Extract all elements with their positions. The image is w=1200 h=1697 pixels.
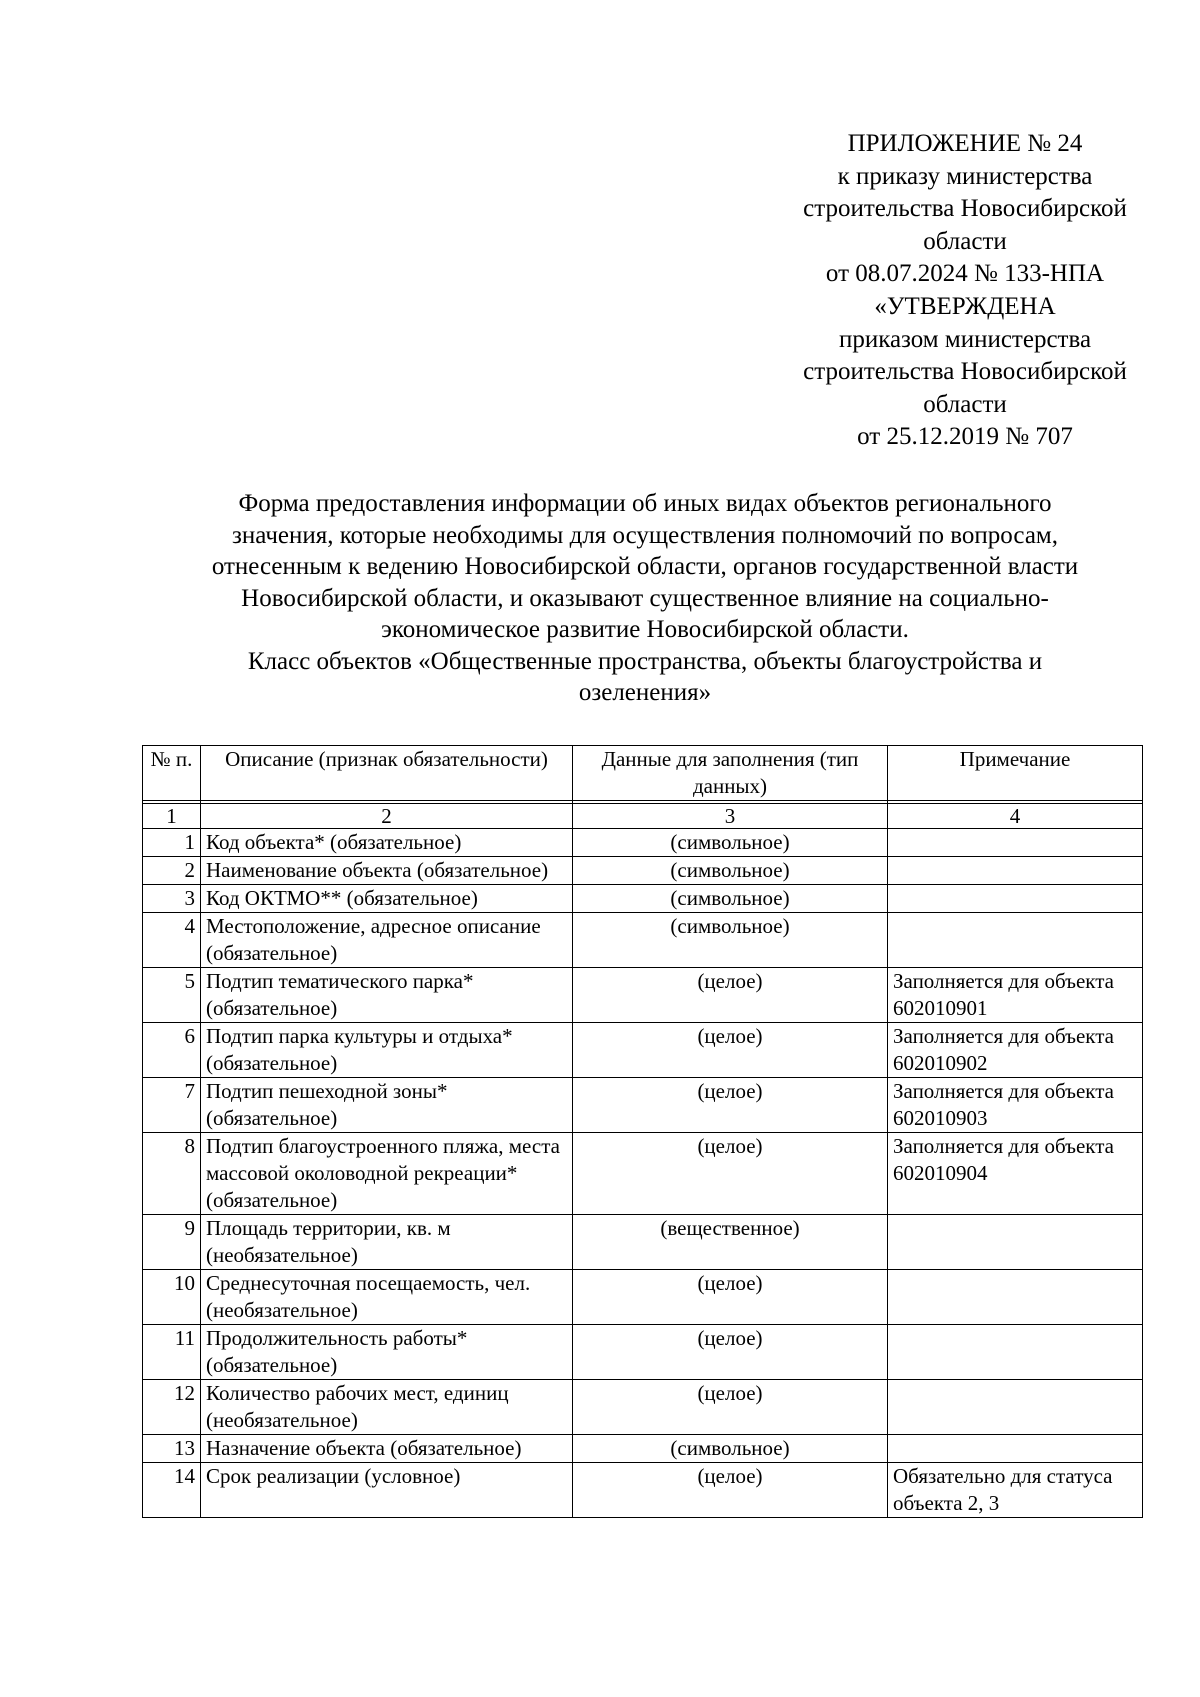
row-description: Срок реализации (условное) <box>201 1463 573 1518</box>
row-number: 4 <box>143 913 201 968</box>
column-number-row <box>143 804 1143 829</box>
row-data-type: (целое) <box>573 968 888 1023</box>
title-line: отнесенным к ведению Новосибирской области, органов государственной власти <box>211 553 1079 580</box>
header-desc: Описание (признак обязательности) <box>201 746 573 801</box>
row-number: 7 <box>143 1078 201 1133</box>
row-note <box>888 1380 1143 1435</box>
table-row <box>143 913 1143 968</box>
row-note: Заполняется для объекта 602010903 <box>888 1078 1143 1133</box>
row-data-type: (целое) <box>573 1023 888 1078</box>
row-number: 11 <box>143 1325 201 1380</box>
row-data-type: (символьное) <box>573 913 888 968</box>
row-number: 12 <box>143 1380 201 1435</box>
row-note <box>888 857 1143 885</box>
row-description: Подтип тематического парка* (обязательное) <box>201 968 573 1023</box>
table-row <box>143 1078 1143 1133</box>
header-note: Примечание <box>888 746 1143 801</box>
column-number: 3 <box>573 804 888 829</box>
row-data-type: (целое) <box>573 1078 888 1133</box>
appendix-line: приказом министерства <box>838 325 1092 353</box>
appendix-line: строительства Новосибирской <box>803 195 1127 223</box>
row-data-type: (символьное) <box>573 885 888 913</box>
header-data: Данные для заполнения (тип данных) <box>573 746 888 801</box>
appendix-block <box>735 128 1195 454</box>
table-row <box>143 857 1143 885</box>
title-line: значения, которые необходимы для осуществления полномочий по вопросам, <box>232 521 1058 549</box>
form-title <box>140 488 1150 709</box>
row-number: 10 <box>143 1270 201 1325</box>
appendix-line: области <box>923 227 1007 255</box>
row-note <box>888 1215 1143 1270</box>
row-data-type: (символьное) <box>573 857 888 885</box>
row-description: Площадь территории, кв. м (необязательное) <box>201 1215 573 1270</box>
appendix-line: строительства Новосибирской <box>803 358 1127 386</box>
row-description: Наименование объекта (обязательное) <box>201 857 573 885</box>
row-note <box>888 885 1143 913</box>
table-row <box>143 1133 1143 1215</box>
appendix-line: ПРИЛОЖЕНИЕ № 24 <box>847 130 1083 157</box>
row-description: Продолжительность работы* (обязательное) <box>201 1325 573 1380</box>
table-row <box>143 1325 1143 1380</box>
form-table <box>142 745 1143 1518</box>
table-row <box>143 968 1143 1023</box>
table-row <box>143 829 1143 857</box>
row-number: 6 <box>143 1023 201 1078</box>
row-number: 5 <box>143 968 201 1023</box>
row-data-type: (вещественное) <box>573 1215 888 1270</box>
appendix-line: от 08.07.2024 № 133-НПА <box>825 260 1105 288</box>
row-note <box>888 1435 1143 1463</box>
table-header-row <box>143 746 1143 801</box>
row-number: 1 <box>143 829 201 857</box>
row-number: 13 <box>143 1435 201 1463</box>
row-number: 8 <box>143 1133 201 1215</box>
row-data-type: (целое) <box>573 1463 888 1518</box>
table-row <box>143 1463 1143 1518</box>
row-number: 9 <box>143 1215 201 1270</box>
row-description: Назначение объекта (обязательное) <box>201 1435 573 1463</box>
appendix-line: области <box>923 390 1007 418</box>
title-line: Новосибирской области, и оказывают существенное влияние на социально- <box>241 584 1049 612</box>
title-line: Форма предоставления информации об иных видах объектов регионального <box>238 490 1052 517</box>
appendix-line: от 25.12.2019 № 707 <box>857 423 1073 451</box>
row-data-type: (целое) <box>573 1270 888 1325</box>
appendix-line: «УТВЕРЖДЕНА <box>874 292 1056 320</box>
table-row <box>143 885 1143 913</box>
title-line: озеленения» <box>578 679 712 706</box>
row-number: 14 <box>143 1463 201 1518</box>
row-data-type: (символьное) <box>573 829 888 857</box>
table-row <box>143 1215 1143 1270</box>
row-description: Код объекта* (обязательное) <box>201 829 573 857</box>
row-description: Подтип пешеходной зоны* (обязательное) <box>201 1078 573 1133</box>
table-row <box>143 1435 1143 1463</box>
row-description: Код ОКТМО** (обязательное) <box>201 885 573 913</box>
row-number: 2 <box>143 857 201 885</box>
title-line: экономическое развитие Новосибирской области. <box>381 616 909 643</box>
row-number: 3 <box>143 885 201 913</box>
title-line: Класс объектов «Общественные пространства, объекты благоустройства и <box>247 647 1043 675</box>
header-num: № п. <box>143 746 201 801</box>
row-data-type: (символьное) <box>573 1435 888 1463</box>
row-description: Количество рабочих мест, единиц (необязательное) <box>201 1380 573 1435</box>
row-description: Местоположение, адресное описание (обязательное) <box>201 913 573 968</box>
row-note <box>888 829 1143 857</box>
row-note: Заполняется для объекта 602010904 <box>888 1133 1143 1215</box>
column-number: 2 <box>201 804 573 829</box>
row-note <box>888 1270 1143 1325</box>
column-number: 1 <box>143 804 201 829</box>
row-description: Подтип благоустроенного пляжа, места массовой околоводной рекреации* (обязательное) <box>201 1133 573 1215</box>
row-description: Среднесуточная посещаемость, чел. (необязательное) <box>201 1270 573 1325</box>
row-data-type: (целое) <box>573 1325 888 1380</box>
row-note: Заполняется для объекта 602010902 <box>888 1023 1143 1078</box>
row-description: Подтип парка культуры и отдыха* (обязательное) <box>201 1023 573 1078</box>
row-note <box>888 1325 1143 1380</box>
table-row <box>143 1270 1143 1325</box>
table-row <box>143 1023 1143 1078</box>
column-number: 4 <box>888 804 1143 829</box>
row-note: Обязательно для статуса объекта 2, 3 <box>888 1463 1143 1518</box>
row-data-type: (целое) <box>573 1133 888 1215</box>
row-data-type: (целое) <box>573 1380 888 1435</box>
appendix-line: к приказу министерства <box>837 162 1093 190</box>
table-row <box>143 1380 1143 1435</box>
row-note: Заполняется для объекта 602010901 <box>888 968 1143 1023</box>
row-note <box>888 913 1143 968</box>
